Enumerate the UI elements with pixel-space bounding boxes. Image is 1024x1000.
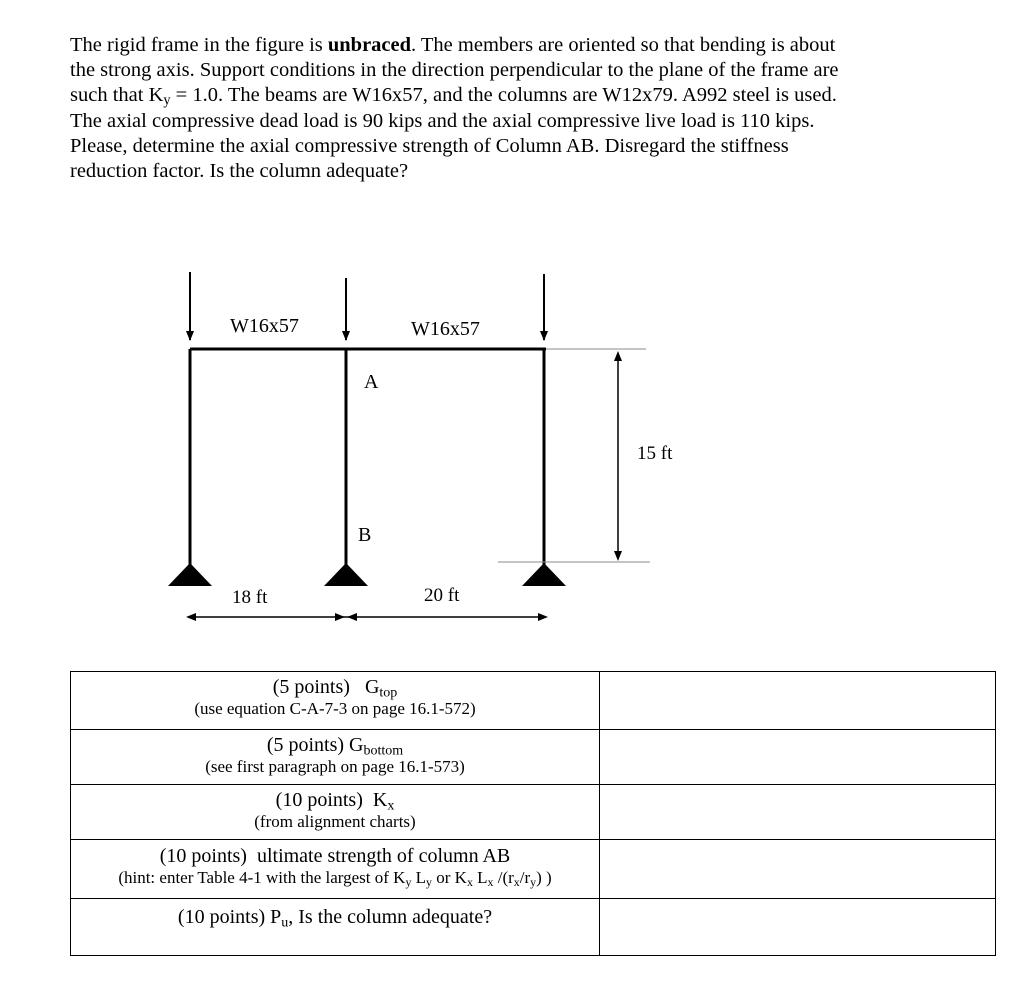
problem-line-5: Please, determine the axial compressive strength of Column AB. Disregard the stiffness xyxy=(70,134,789,157)
span-right-label: 20 ft xyxy=(424,585,460,606)
question-pu-adequacy: (10 points) $P_u$, Is the column adequate? xyxy=(71,899,600,956)
height-arrow-up xyxy=(614,351,622,361)
answer-cell-g-bottom[interactable] xyxy=(600,730,996,785)
span-arrow-mid-left xyxy=(347,613,357,621)
problem-line-1: The rigid frame in the figure is unbraced. The members are oriented so that bending is about xyxy=(70,34,836,56)
questions-table xyxy=(70,671,996,956)
answer-cell-g-top[interactable] xyxy=(600,672,996,730)
hint-text: (hint: enter Table 4-1 with the largest of $K_y$ $L_y$ or $K_x$ $L_x$ $/(r_x/r_y)$ ) xyxy=(118,868,552,889)
question-kx: (10 points) $K_x$ (from alignment charts) xyxy=(71,785,600,840)
span-arrow-left-end xyxy=(186,613,196,621)
span-arrow-mid-right xyxy=(335,613,345,621)
question-g-bottom: (5 points) $G_{bottom}$ (see first paragraph on page 16.1-573) xyxy=(71,730,600,785)
beam-right-label: W16x57 xyxy=(411,318,480,340)
table-row xyxy=(71,840,996,899)
height-dimension-label: 15 ft xyxy=(637,443,673,464)
height-arrow-down xyxy=(614,551,622,561)
answer-cell-pu-adequacy[interactable] xyxy=(600,899,996,956)
answer-cell-ultimate-strength[interactable] xyxy=(600,840,996,899)
table-row xyxy=(71,899,996,956)
node-a-label: A xyxy=(364,371,379,393)
pin-support-middle xyxy=(324,563,368,586)
table-row xyxy=(71,730,996,785)
problem-line-4: The axial compressive dead load is 90 kips and the axial compressive live load is 110 kips. xyxy=(70,109,815,132)
table-row xyxy=(71,785,996,840)
span-left-label: 18 ft xyxy=(232,587,268,608)
node-b-label: B xyxy=(358,524,372,546)
unbraced-emphasis: unbraced xyxy=(327,34,412,56)
problem-line-3: such that $K_y = 1.0$. The beams are W16x57, and the columns are W12x79. A992 steel is used. xyxy=(70,84,837,109)
beam-left-label: W16x57 xyxy=(230,315,299,337)
problem-line-6: reduction factor. Is the column adequate? xyxy=(70,160,409,183)
question-ultimate-strength: (10 points) ultimate strength of column AB (hint: enter Table 4-1 with the largest of $K_y$ $L_y$ or $K_x$ $L_x$ $/(r_x/r_y)$ ) xyxy=(71,840,600,899)
answer-cell-kx[interactable] xyxy=(600,785,996,840)
pin-support-left xyxy=(168,563,212,586)
pin-support-right xyxy=(522,563,566,586)
span-arrow-right-end xyxy=(538,613,548,621)
question-g-top: (5 points) $G_{top}$ (use equation C-A-7-3 on page 16.1-572) xyxy=(71,672,600,730)
table-row xyxy=(71,672,996,730)
problem-line-2: the strong axis. Support conditions in the direction perpendicular to the plane of the frame are xyxy=(70,59,839,82)
